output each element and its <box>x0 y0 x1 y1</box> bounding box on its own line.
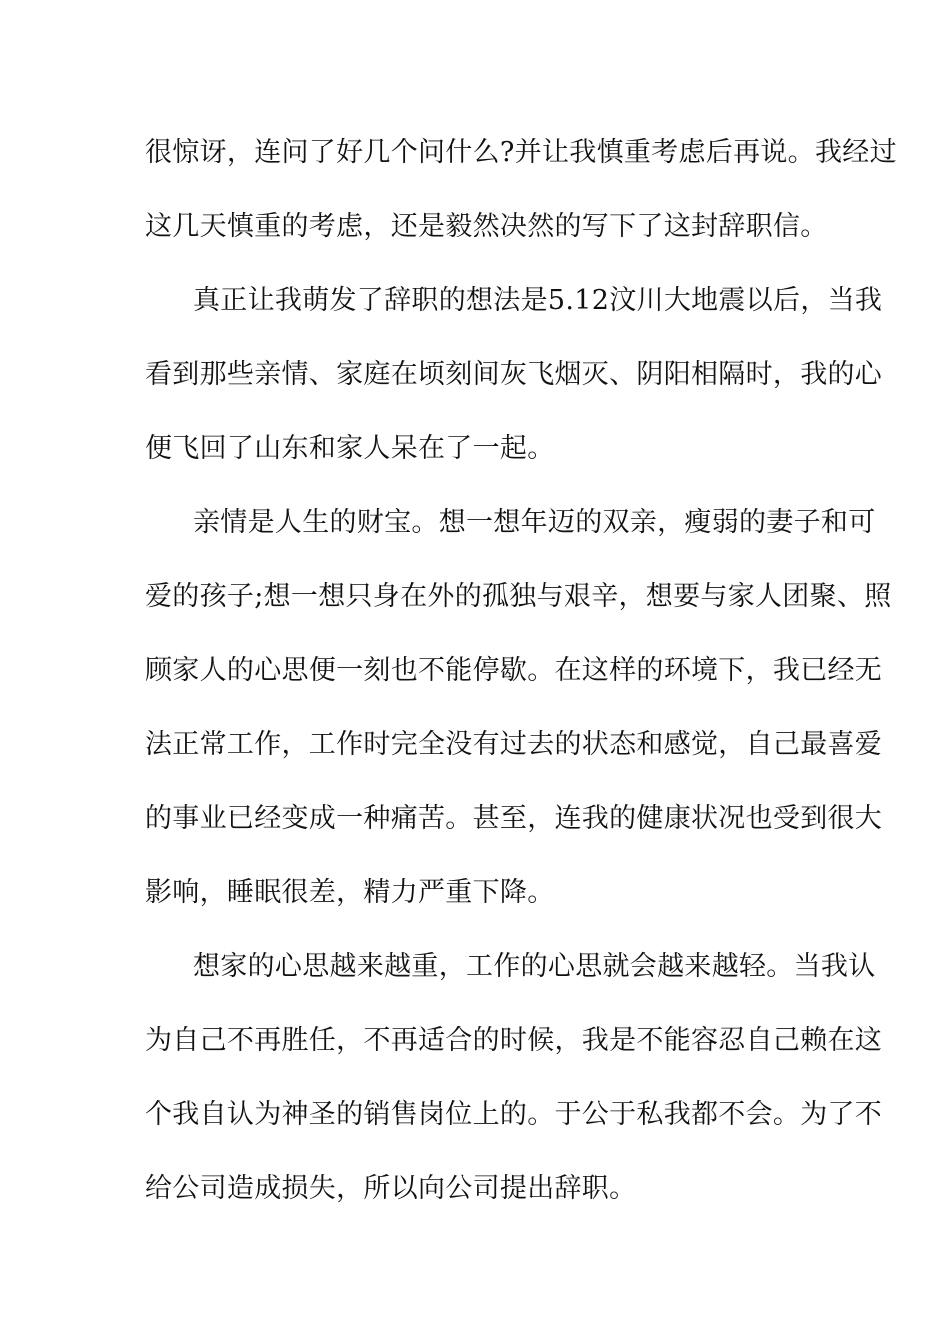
text-line: 这几天慎重的考虑，还是毅然决然的写下了这封辞职信。 <box>145 211 828 242</box>
text-line: 个我自认为神圣的销售岗位上的。于公于私我都不会。为了不 <box>145 1099 883 1130</box>
text-line: 看到那些亲情、家庭在顷刻间灰飞烟灭、阴阳相隔时，我的心 <box>145 359 883 390</box>
text-line: 为自己不再胜任，不再适合的时候，我是不能容忍自己赖在这 <box>145 1025 883 1056</box>
text-line: 法正常工作，工作时完全没有过去的状态和感觉，自己最喜爱 <box>145 729 883 760</box>
paragraph-start-line: 亲情是人生的财宝。想一想年迈的双亲，瘦弱的妻子和可 <box>193 507 876 538</box>
letter-body <box>145 131 897 1241</box>
text-line: 的事业已经变成一种痛苦。甚至，连我的健康状况也受到很大 <box>145 803 883 834</box>
paragraph-start-line: 真正让我萌发了辞职的想法是5.12汶川大地震以后，当我 <box>193 285 883 316</box>
text-line: 很惊讶，连问了好几个问什么?并让我慎重考虑后再说。我经过 <box>145 137 897 168</box>
text-line: 爱的孩子;想一想只身在外的孤独与艰辛，想要与家人团聚、照 <box>145 581 892 612</box>
paragraph-start-line: 想家的心思越来越重，工作的心思就会越来越轻。当我认 <box>193 951 876 982</box>
text-line: 便飞回了山东和家人呆在了一起。 <box>145 433 555 464</box>
text-line: 影响，睡眠很差，精力严重下降。 <box>145 877 555 908</box>
text-line: 顾家人的心思便一刻也不能停歇。在这样的环境下，我已经无 <box>145 655 883 686</box>
text-line: 给公司造成损失，所以向公司提出辞职。 <box>145 1173 637 1204</box>
